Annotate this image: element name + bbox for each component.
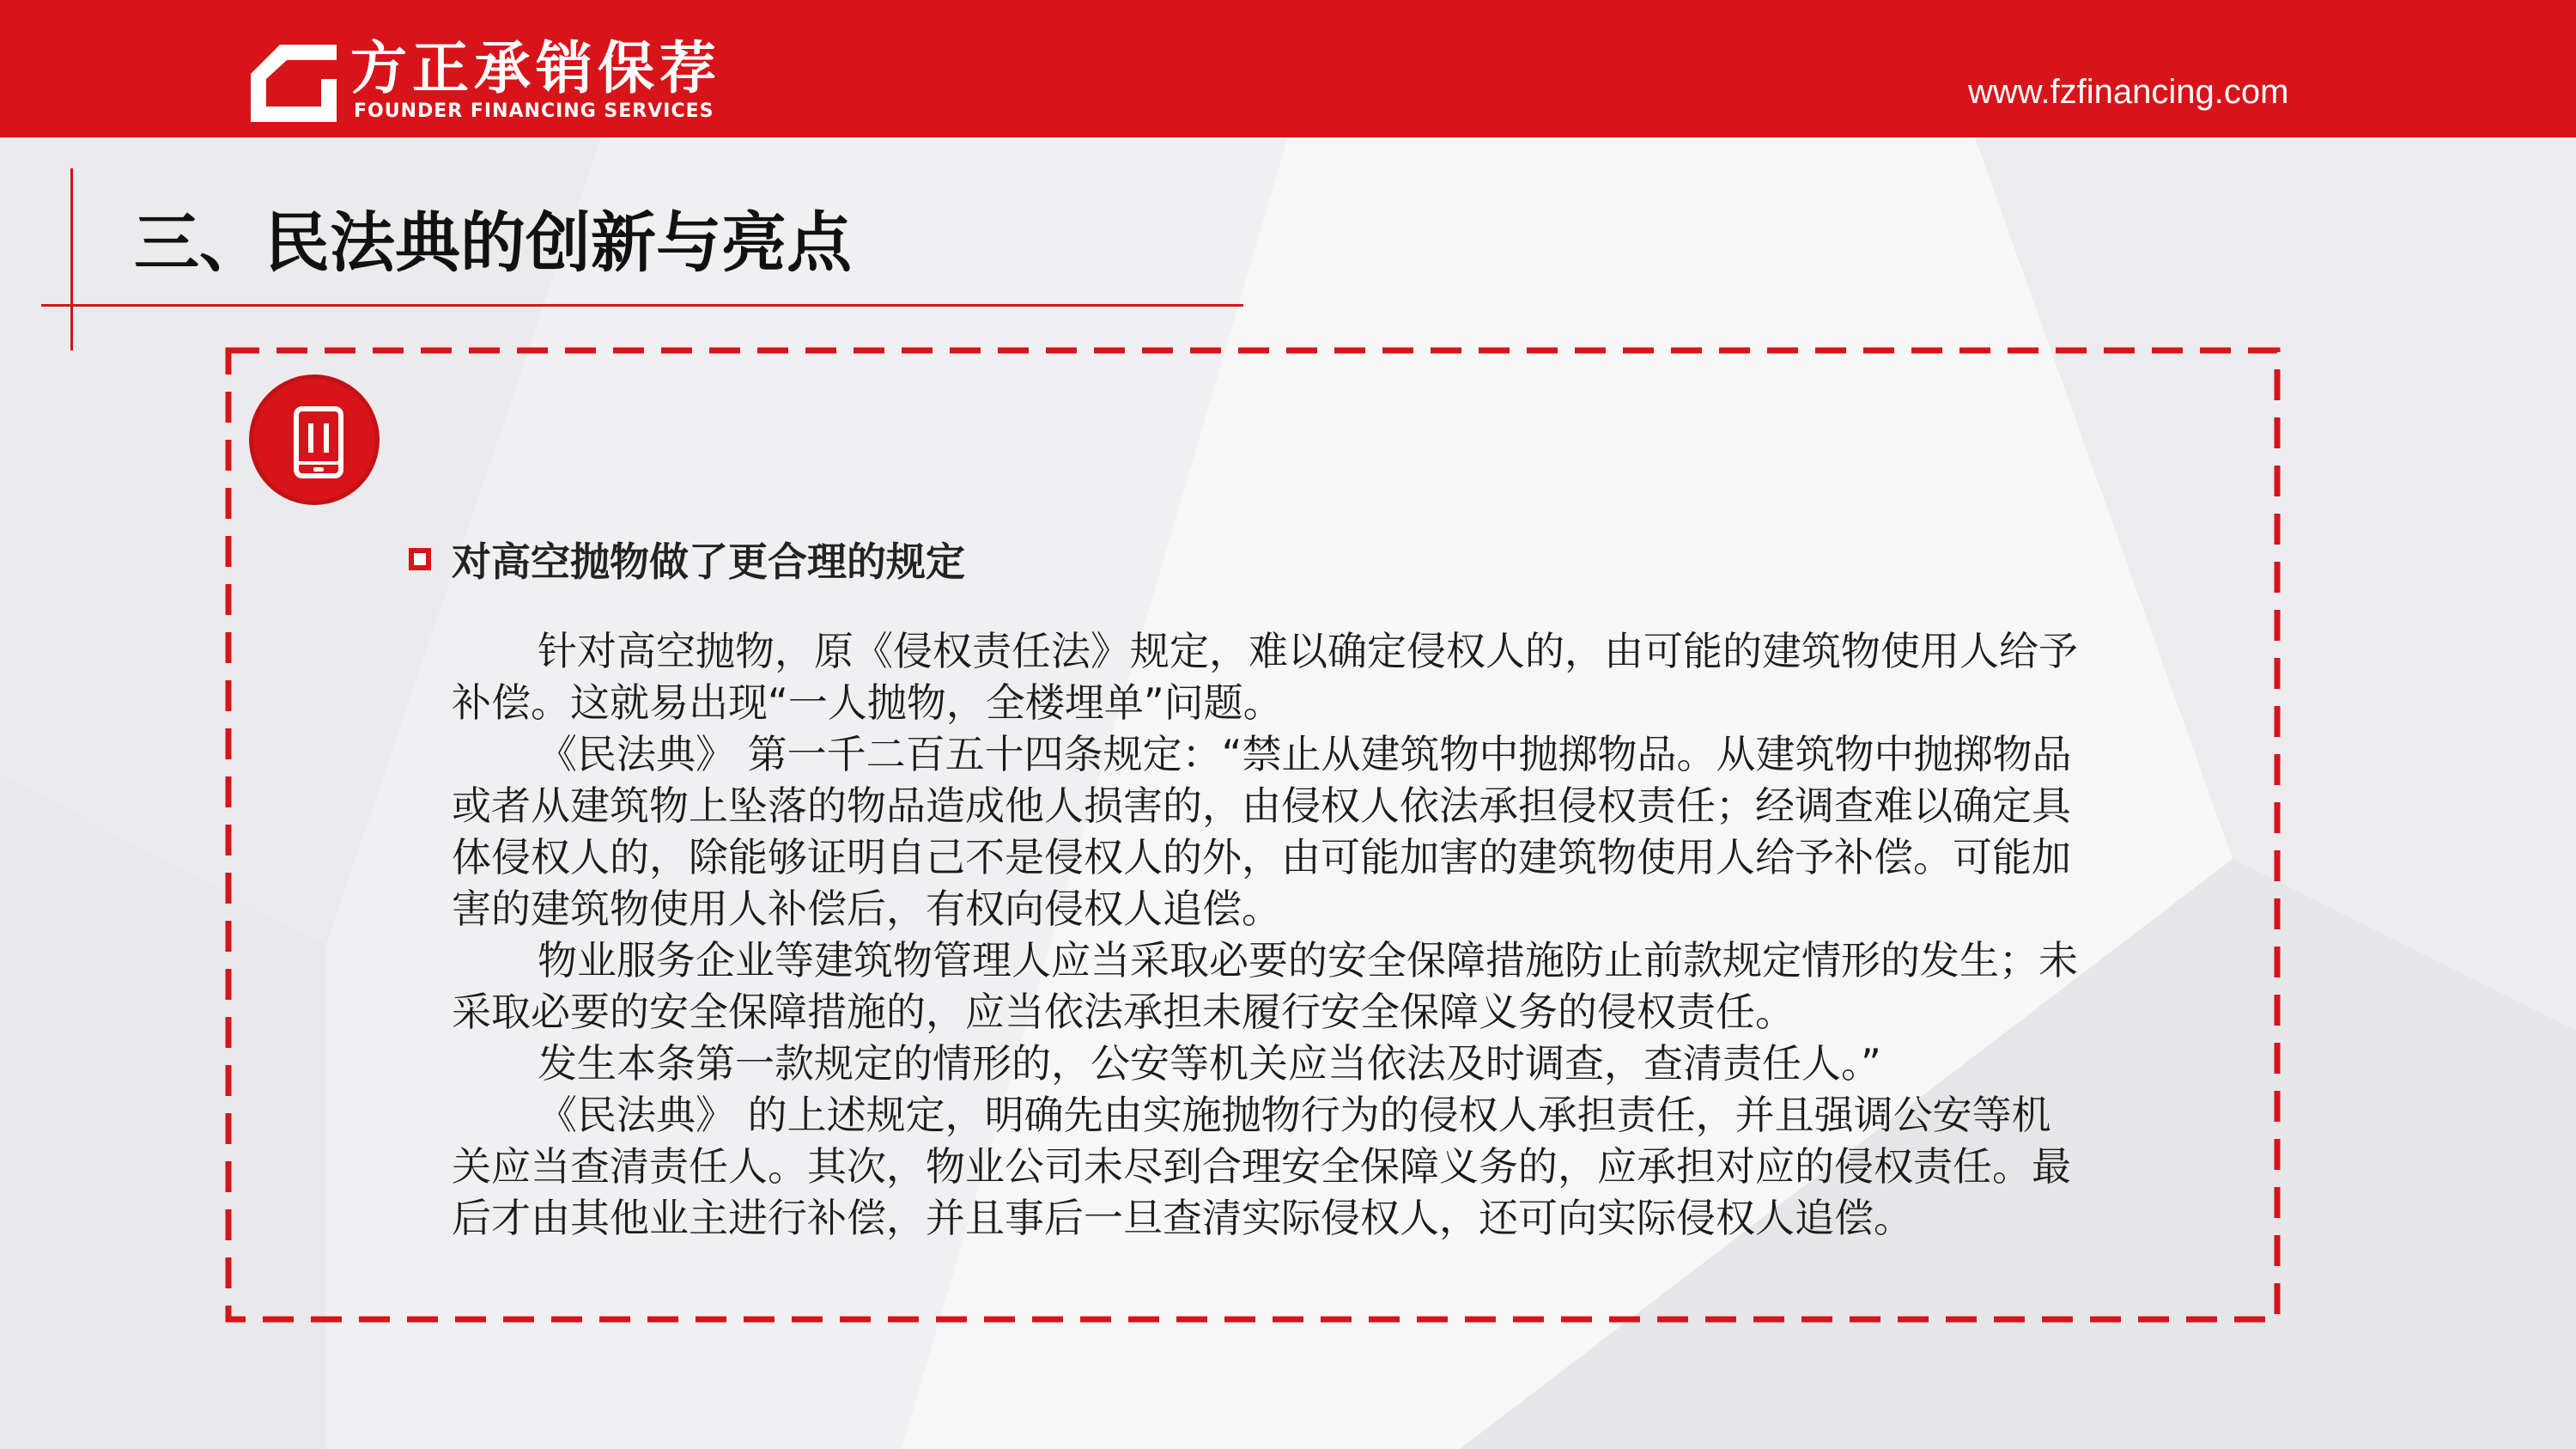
title-horizontal-rule (41, 304, 1243, 307)
header-bar (0, 0, 2576, 137)
logo-chinese-name: 方正承销保荐 (350, 35, 721, 101)
section-heading: 对高空抛物做了更合理的规定 (452, 539, 965, 585)
paragraph: 《民法典》 第一千二百五十四条规定：“禁止从建筑物中抛掷物品。从建筑物中抛掷物品或者从建筑物上坠落的物品造成他人损害的，由侵权人依法承担侵权责任；经调查难以确定具体侵权人的，除能够证明自己不是侵权人的外，由可能加害的建筑物使用人给予补偿。可能加害的建筑物使用人补偿后，有权向侵权人追偿。 (452, 731, 2072, 932)
paragraph: 针对高空抛物，原《侵权责任法》规定，难以确定侵权人的，由可能的建筑物使用人给予补偿。这就易出现“一人抛物，全楼埋单”问题。 (452, 628, 2078, 726)
paragraph: 物业服务企业等建筑物管理人应当采取必要的安全保障措施防止前款规定情形的发生；未采取必要的安全保障措施的，应当依法承担未履行安全保障义务的侵权责任。 (452, 937, 2078, 1035)
title-vertical-rule (70, 168, 73, 350)
logo-english-name: FOUNDER FINANCING SERVICES (354, 100, 714, 122)
mobile-phone-icon (249, 374, 380, 505)
founder-logo-icon (251, 45, 337, 122)
body-text (452, 625, 2083, 1244)
paragraph: 发生本条第一款规定的情形的，公安等机关应当依法及时调查，查清责任人。” (538, 1040, 1881, 1087)
paragraph: 《民法典》 的上述规定，明确先由实施抛物行为的侵权人承担责任，并且强调公安等机关应当查清责任人。其次，物业公司未尽到合理安全保障义务的，应承担对应的侵权责任。最后才由其他业主进行补偿，并且事后一旦查清实际侵权人，还可向实际侵权人追偿。 (452, 1092, 2071, 1241)
page-title: 三、民法典的创新与亮点 (134, 204, 852, 281)
heading-bullet (409, 548, 431, 570)
website-url: www.fzfinancing.com (1968, 73, 2289, 111)
